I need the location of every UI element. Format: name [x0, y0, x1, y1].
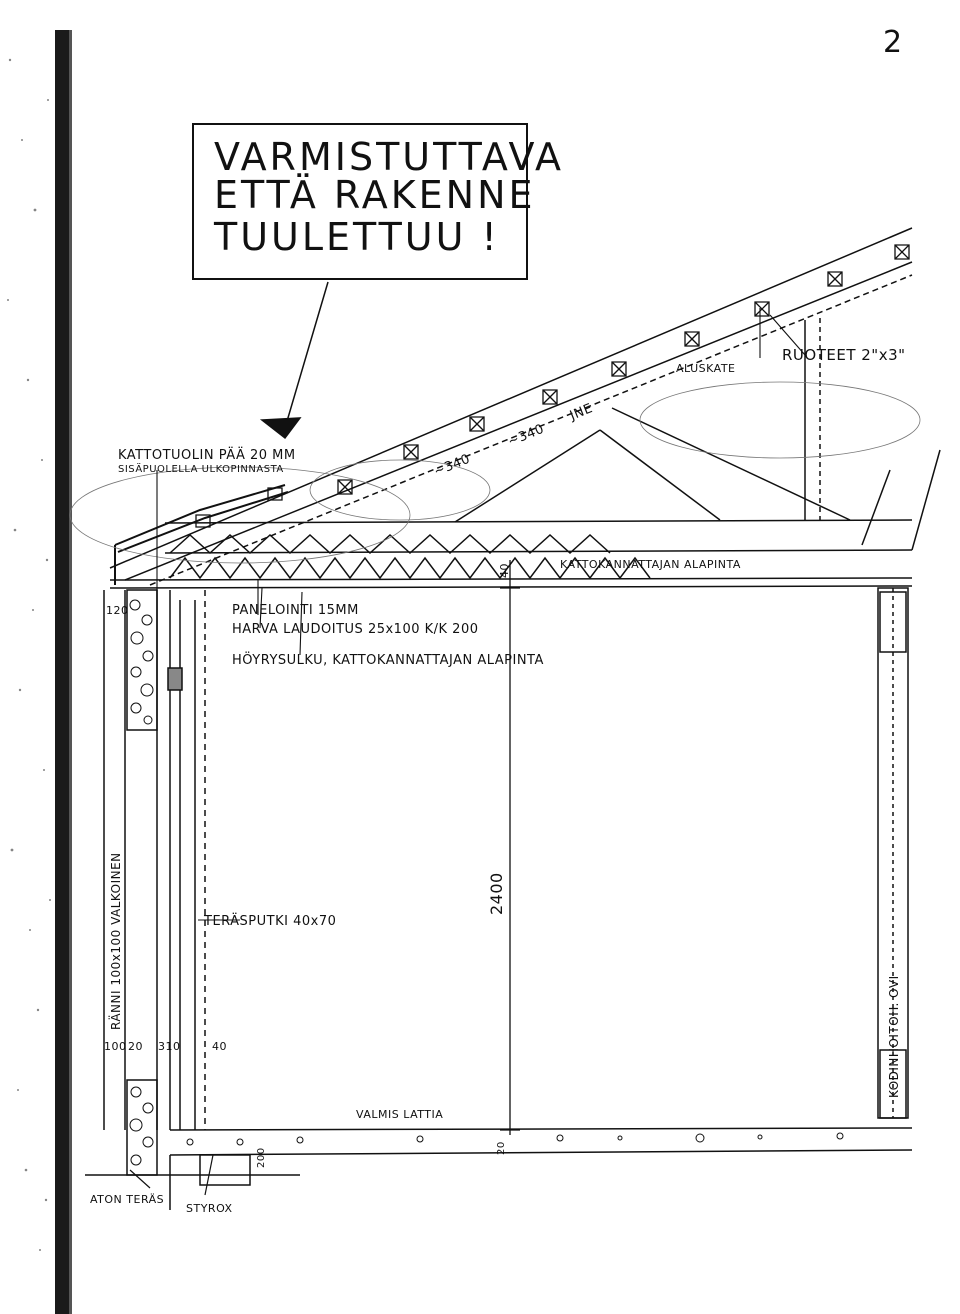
label-dim-100: 100: [104, 1040, 127, 1053]
label-aluskate: ALUSKATE: [676, 362, 736, 375]
label-dim-2400: 2400: [487, 872, 506, 915]
callout-line-3: TUULETTUU !: [214, 215, 500, 259]
label-dim-40-bottom: 40: [212, 1040, 227, 1053]
label-ruoteet: RUOTEET 2"x3": [782, 346, 906, 364]
label-dim-120: 120: [106, 604, 129, 617]
label-harva-laudoitus: HARVA LAUDOITUS 25x100 K/K 200: [232, 622, 479, 637]
label-valmis-lattia: VALMIS LATTIA: [356, 1108, 444, 1121]
label-terasputki: TERÄSPUTKI 40x70: [204, 914, 337, 929]
label-kattokannattajan-alapinta: KATTOKANNATTAJAN ALAPINTA: [560, 558, 741, 571]
label-dim-20: 20: [128, 1040, 143, 1053]
label-kattotuoli-1: KATTOTUOLIN PÄÄ 20 MM: [118, 448, 296, 463]
callout-line-1: VARMISTUTTAVA: [214, 135, 565, 179]
label-dim-20-bottom: 20: [496, 1141, 507, 1155]
label-dim-310: 310: [158, 1040, 181, 1053]
callout-line-2: ETTÄ RAKENNE: [214, 173, 536, 217]
label-aton-teras: ATON TERÄS: [90, 1193, 165, 1206]
page-number: 2: [883, 25, 903, 60]
label-jne: JNE: [567, 401, 596, 424]
label-kattotuoli-2: SISÄPUOLELLA ULKOPINNASTA: [118, 464, 284, 475]
label-spacing-1: ~340: [431, 451, 473, 480]
label-kodinhoitoh-ovi: KODINHOITOH. OVI: [887, 975, 901, 1098]
label-spacing-2: ~340: [505, 421, 547, 450]
label-panelointi: PANELOINTI 15MM: [232, 603, 359, 618]
label-rakenne-vertical: RÄNNI 100x100 VALKOINEN: [109, 852, 123, 1030]
label-dim-200: 200: [256, 1147, 267, 1168]
label-hoyrysulku: HÖYRYSULKU, KATTOKANNATTAJAN ALAPINTA: [232, 653, 544, 668]
label-dim-40-top: 40: [498, 563, 511, 578]
label-styrox: STYROX: [186, 1202, 233, 1215]
